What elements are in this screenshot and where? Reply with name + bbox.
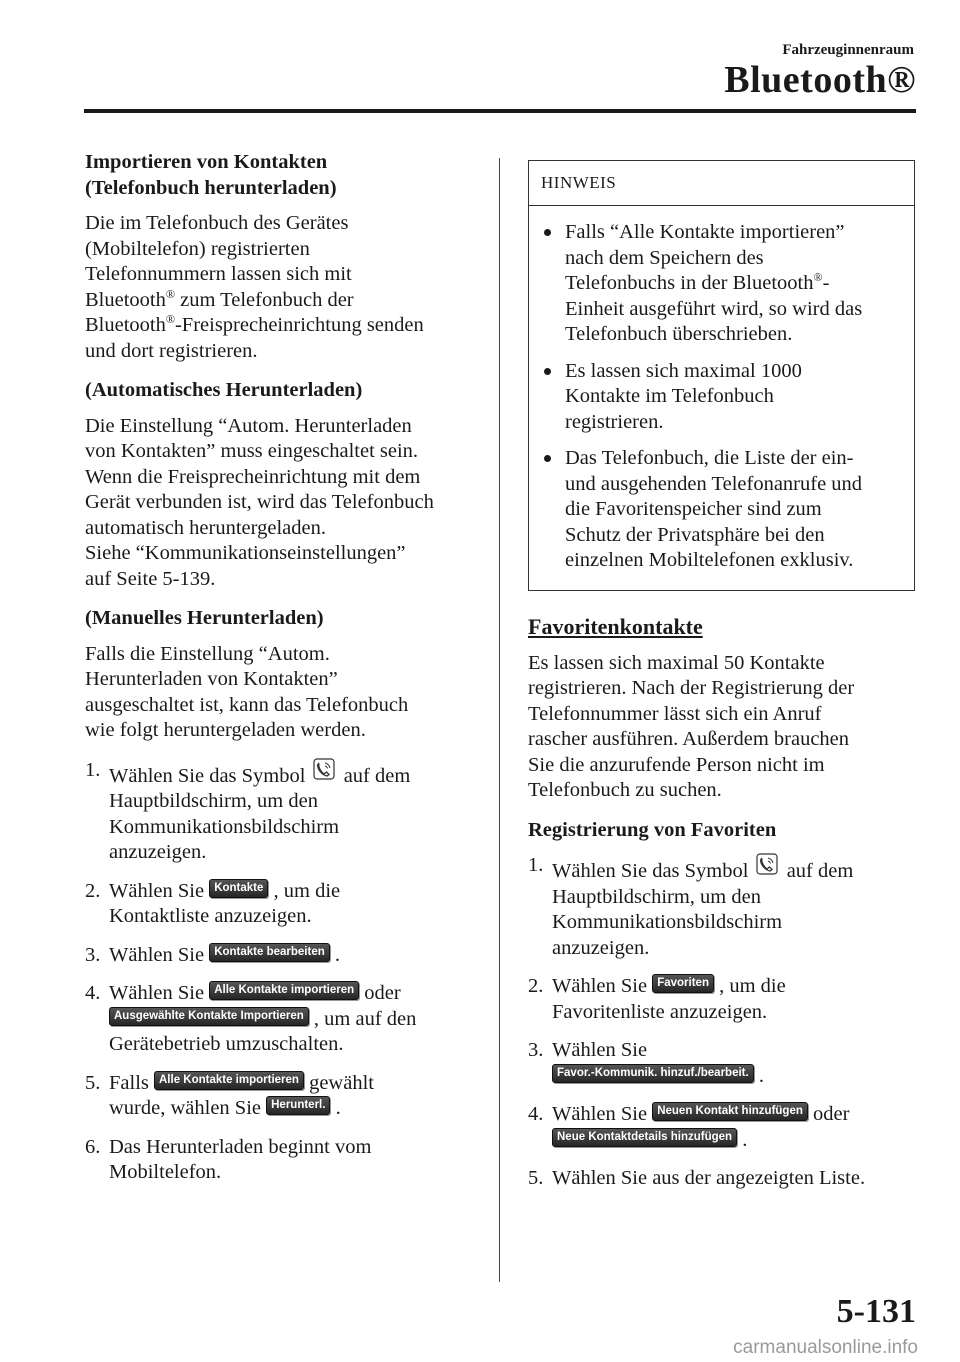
import-heading-line-2: (Telefonbuch herunterladen) xyxy=(85,176,337,199)
step-text: , um die xyxy=(268,879,341,902)
fav-line: registrieren. Nach der Registrierung der xyxy=(528,677,855,699)
step-text: Wählen Sie xyxy=(109,982,210,1004)
step-number: 2. xyxy=(528,975,544,997)
download-key: Herunterl. xyxy=(266,1096,330,1115)
step-number: 1. xyxy=(85,758,101,781)
favorites-heading: Favoritenkontakte xyxy=(528,613,703,639)
header-rule xyxy=(84,109,916,113)
column-divider xyxy=(499,158,500,1282)
manual-line: Herunterladen von Kontakten” xyxy=(85,668,338,690)
step-text: Wählen Sie xyxy=(109,943,210,966)
step-number: 5. xyxy=(528,1167,544,1189)
add-new-contact-key: Neuen Kontakt hinzufügen xyxy=(652,1102,808,1121)
step-text: Wählen Sie xyxy=(552,1039,648,1061)
fav-step-3 xyxy=(528,1038,918,1089)
step-text: Kontaktliste anzuzeigen. xyxy=(109,905,312,927)
note-line: Das Telefonbuch, die Liste der ein- xyxy=(565,447,854,469)
note-line: Telefonbuch überschrieben. xyxy=(565,323,793,345)
import-heading-line-1: Importieren von Kontakten xyxy=(85,151,328,173)
note-line: einzelnen Mobiltelefonen exklusiv. xyxy=(565,549,854,571)
intro-line: -Freisprecheinrichtung senden xyxy=(174,314,424,336)
intro-line: Telefonnummern lassen sich mit xyxy=(85,263,352,285)
registered-mark: ® xyxy=(165,286,175,301)
step-text: oder xyxy=(359,982,401,1004)
step-text: . xyxy=(329,943,341,966)
step-text: Gerätebetrieb umzuschalten. xyxy=(109,1033,344,1055)
edit-contacts-key: Kontakte bearbeiten xyxy=(209,943,330,962)
step-text: Wählen Sie aus der angezeigten Liste. xyxy=(552,1167,866,1189)
step-3 xyxy=(85,943,480,969)
step-text: . xyxy=(753,1064,764,1087)
left-column xyxy=(85,150,480,1186)
manual-line: wie folgt heruntergeladen werden. xyxy=(85,719,366,741)
step-number: 4. xyxy=(85,982,101,1004)
note-item xyxy=(539,359,904,436)
step-text: Favoritenliste anzuzeigen. xyxy=(552,1000,768,1023)
fav-step-1 xyxy=(528,853,918,961)
add-edit-favorites-key: Favor.-Kommunik. hinzuf./bearbeit. xyxy=(552,1064,754,1083)
fav-line: rascher ausführen. Außerdem brauchen xyxy=(528,728,850,750)
intro-line: Bluetooth xyxy=(85,314,166,336)
note-box xyxy=(528,160,915,591)
intro-line: (Mobiltelefon) registrierten xyxy=(85,237,310,260)
auto-line: Wenn die Freisprecheinrichtung mit dem xyxy=(85,465,421,488)
step-number: 4. xyxy=(528,1103,544,1125)
step-text: Wählen Sie das Symbol xyxy=(552,860,749,882)
step-number: 6. xyxy=(85,1135,101,1158)
step-number: 3. xyxy=(85,943,101,966)
step-4 xyxy=(85,981,480,1058)
note-line: Schutz der Privatsphäre bei den xyxy=(565,523,825,546)
register-favorites-heading: Registrierung von Favoriten xyxy=(528,818,777,841)
step-text: Kommunikationsbildschirm xyxy=(552,911,783,933)
auto-download-heading: (Automatisches Herunterladen) xyxy=(85,379,363,401)
fav-line: Telefonbuch zu suchen. xyxy=(528,779,722,801)
note-line: nach dem Speichern des xyxy=(565,246,764,269)
step-text: auf dem xyxy=(781,860,854,882)
step-text: Falls xyxy=(109,1071,154,1094)
registered-mark: ® xyxy=(165,312,175,326)
import-selected-contacts-key: Ausgewählte Kontakte Importieren xyxy=(109,1007,309,1026)
page-title: Bluetooth® xyxy=(724,59,916,101)
phone-handset-icon xyxy=(313,758,335,780)
auto-line: Die Einstellung “Autom. Herunterladen xyxy=(85,414,412,437)
phone-handset-icon xyxy=(756,853,778,875)
step-1 xyxy=(85,758,480,866)
fav-step-5 xyxy=(528,1166,918,1192)
step-text: anzuzeigen. xyxy=(109,841,207,863)
auto-line: automatisch heruntergeladen. xyxy=(85,516,326,539)
intro-line: zum Telefonbuch der xyxy=(174,288,354,311)
note-line: Falls “Alle Kontakte importieren” xyxy=(565,221,845,243)
note-item xyxy=(539,446,904,574)
auto-line: Siehe “Kommunikationseinstellungen” xyxy=(85,542,406,564)
registered-mark: ® xyxy=(813,270,823,284)
step-6 xyxy=(85,1135,480,1186)
contacts-key: Kontakte xyxy=(209,879,268,898)
page-number: 5-131 xyxy=(836,1293,916,1330)
step-text: Wählen Sie xyxy=(552,1103,653,1125)
step-text: Hauptbildschirm, um den xyxy=(552,885,761,908)
right-column xyxy=(528,160,918,1192)
note-heading: HINWEIS xyxy=(529,161,914,206)
step-text: Kommunikationsbildschirm xyxy=(109,815,340,838)
fav-line: Sie die anzurufende Person nicht im xyxy=(528,753,825,776)
manual-line: Falls die Einstellung “Autom. xyxy=(85,642,330,665)
note-line: und ausgehenden Telefonanrufe und xyxy=(565,472,863,495)
favorites-key: Favoriten xyxy=(652,974,714,993)
fav-step-4 xyxy=(528,1102,918,1153)
fav-line: Telefonnummer lässt sich ein Anruf xyxy=(528,702,822,725)
step-text: gewählt xyxy=(303,1071,374,1094)
intro-line: Bluetooth xyxy=(85,288,166,311)
section-label: Fahrzeuginnenraum xyxy=(782,42,914,58)
note-item xyxy=(539,220,904,348)
bullet-icon xyxy=(544,229,551,236)
step-text: wurde, wählen Sie xyxy=(109,1097,267,1119)
intro-line: und dort registrieren. xyxy=(85,339,258,362)
note-line: Einheit ausgeführt wird, so wird das xyxy=(565,297,863,320)
auto-line: Gerät verbunden ist, wird das Telefonbuch xyxy=(85,491,434,513)
favorites-paragraph xyxy=(528,651,918,804)
auto-line: von Kontakten” muss eingeschaltet sein. xyxy=(85,440,419,462)
step-text: Wählen Sie xyxy=(109,879,210,902)
step-text: anzuzeigen. xyxy=(552,936,650,959)
add-new-contact-details-key: Neue Kontaktdetails hinzufügen xyxy=(552,1128,737,1147)
bullet-icon xyxy=(544,455,551,462)
intro-line: Die im Telefonbuch des Gerätes xyxy=(85,212,349,234)
manual-download-paragraph xyxy=(85,642,480,744)
step-text: , um die xyxy=(713,975,786,997)
note-line: Kontakte im Telefonbuch xyxy=(565,385,774,407)
step-text: auf dem xyxy=(338,764,411,787)
import-heading xyxy=(85,150,480,201)
step-number: 1. xyxy=(528,854,544,876)
manual-download-heading: (Manuelles Herunterladen) xyxy=(85,607,324,629)
step-2 xyxy=(85,879,480,930)
note-line: registrieren. xyxy=(565,410,664,433)
step-text: Hauptbildschirm, um den xyxy=(109,790,318,812)
note-body xyxy=(529,206,914,590)
bullet-icon xyxy=(544,368,551,375)
step-text: Mobiltelefon. xyxy=(109,1161,222,1183)
note-line: die Favoritenspeicher sind zum xyxy=(565,498,822,520)
watermark: carmanualsonline.info xyxy=(733,1337,918,1358)
fav-line: Es lassen sich maximal 50 Kontakte xyxy=(528,651,825,674)
step-text: Wählen Sie das Symbol xyxy=(109,764,306,787)
step-text: Wählen Sie xyxy=(552,975,653,997)
step-text: Das Herunterladen beginnt vom xyxy=(109,1135,372,1158)
note-line: - xyxy=(822,272,830,294)
manual-line: ausgeschaltet ist, kann das Telefonbuch xyxy=(85,693,409,716)
step-text: . xyxy=(330,1097,341,1119)
step-number: 2. xyxy=(85,879,101,902)
import-all-contacts-key: Alle Kontakte importieren xyxy=(209,981,359,1000)
step-5 xyxy=(85,1071,480,1122)
note-line: Telefonbuchs in der Bluetooth xyxy=(565,272,814,294)
import-all-contacts-key: Alle Kontakte importieren xyxy=(154,1071,304,1090)
import-intro-paragraph xyxy=(85,211,480,364)
step-number: 3. xyxy=(528,1039,544,1061)
auto-download-paragraph xyxy=(85,414,480,593)
auto-line: auf Seite 5-139. xyxy=(85,567,216,590)
note-line: Es lassen sich maximal 1000 xyxy=(565,359,802,382)
step-number: 5. xyxy=(85,1071,101,1094)
fav-step-2 xyxy=(528,974,918,1025)
step-text: , um auf den xyxy=(308,1007,417,1030)
step-text: oder xyxy=(807,1103,850,1125)
step-text: . xyxy=(737,1128,748,1151)
